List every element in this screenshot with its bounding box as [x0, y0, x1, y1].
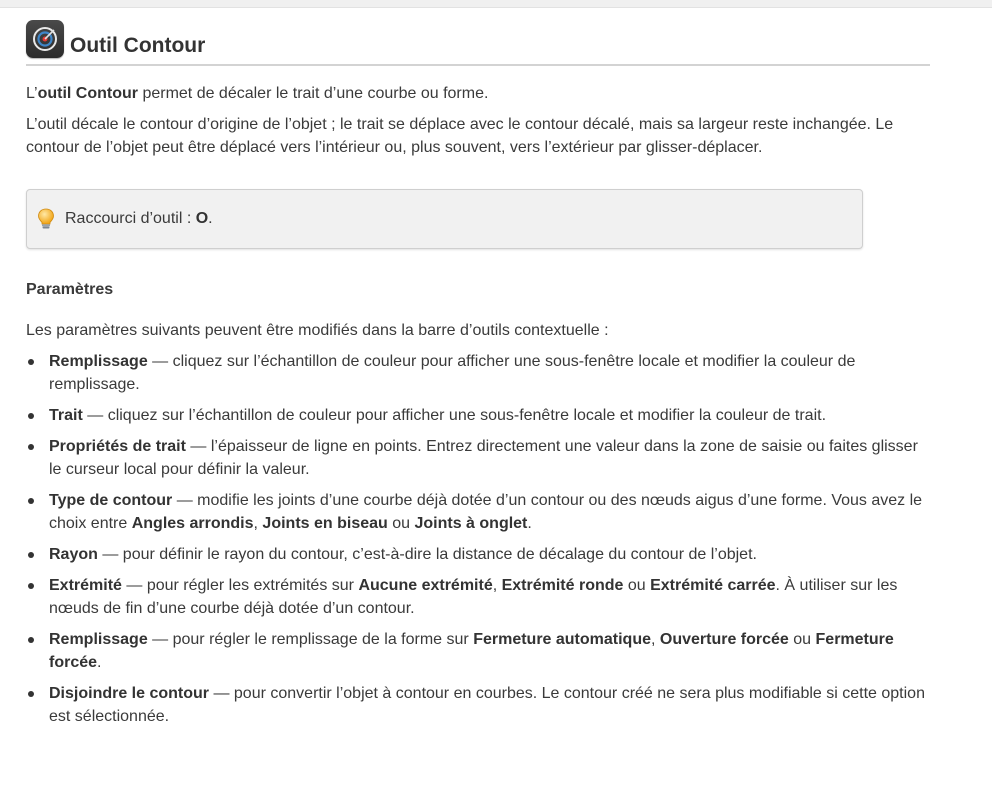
list-item: Propriétés de trait — l’épaisseur de ligne en points. Entrez directement une valeur dans la zone de saisie ou faites glisser le curseur local pour définir la valeur.	[26, 435, 931, 481]
parameters-intro: Les paramètres suivants peuvent être modifiés dans la barre d’outils contextuelle :	[26, 322, 609, 339]
shortcut-tip-text: Raccourci d’outil : O.	[65, 210, 213, 227]
page-title: Outil Contour	[70, 34, 206, 57]
parameters-list	[26, 350, 931, 728]
list-item: Type de contour — modifie les joints d’une courbe déjà dotée d’un contour ou des nœuds aigus d’une forme. Vous avez le choix entre Angles arrondis, Joints en biseau ou Joints à onglet.	[26, 489, 931, 535]
list-item: Rayon — pour définir le rayon du contour, c’est-à-dire la distance de décalage du contour de l’objet.	[26, 543, 931, 566]
parameters-heading: Paramètres	[26, 281, 114, 298]
list-item: Remplissage — pour régler le remplissage de la forme sur Fermeture automatique, Ouverture forcée ou Fermeture forcée.	[26, 628, 931, 674]
lightbulb-icon	[37, 208, 55, 230]
list-item: Remplissage — cliquez sur l’échantillon de couleur pour afficher une sous-fenêtre locale et modifier la couleur de remplissage.	[26, 350, 931, 396]
article-header	[26, 14, 931, 58]
list-item: Trait — cliquez sur l’échantillon de couleur pour afficher une sous-fenêtre locale et modifier la couleur de trait.	[26, 404, 931, 427]
list-item: Extrémité — pour régler les extrémités sur Aucune extrémité, Extrémité ronde ou Extrémité carrée. À utiliser sur les nœuds de fin d’une courbe déjà dotée d’un contour.	[26, 574, 931, 620]
top-toolbar-strip	[0, 0, 992, 8]
intro-paragraph-2: L’outil décale le contour d’origine de l’objet ; le trait se déplace avec le contour décalé, mais sa largeur reste inchangée. Le contour de l’objet peut être déplacé vers l’intérieur ou, plus souvent, vers l’extérieur par glisser-déplacer.	[26, 116, 894, 156]
intro-paragraph-1: L’outil Contour permet de décaler le trait d’une courbe ou forme.	[26, 85, 489, 102]
help-article	[26, 14, 931, 736]
shortcut-tip-box	[26, 189, 863, 249]
contour-tool-icon	[26, 20, 64, 58]
title-divider	[26, 64, 930, 66]
list-item: Disjoindre le contour — pour convertir l’objet à contour en courbes. Le contour créé ne sera plus modifiable si cette option est sélectionnée.	[26, 682, 931, 728]
